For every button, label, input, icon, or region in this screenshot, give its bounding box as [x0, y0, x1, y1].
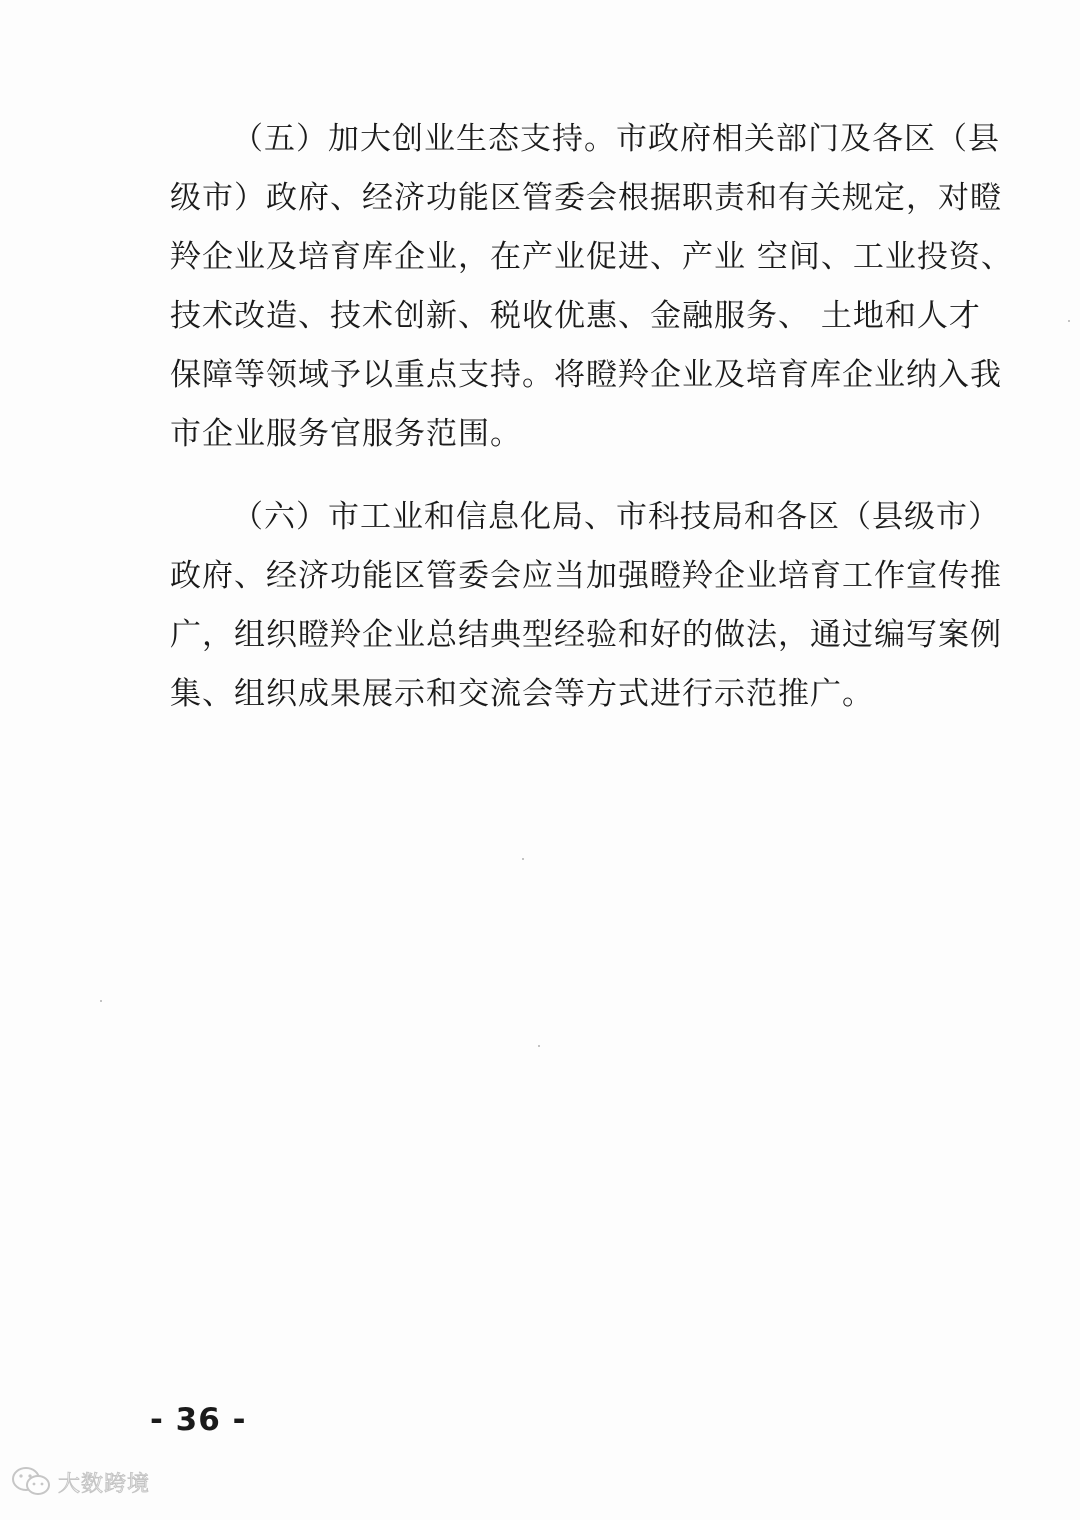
paragraph-five — [170, 110, 1013, 464]
paragraph-line: 集、组织成果展示和交流会等方式进行示范推广。 — [170, 676, 874, 712]
scan-speck — [100, 1000, 102, 1002]
paragraph-line: （五）加大创业生态支持。市政府相关部门及各区（县 — [232, 121, 1000, 157]
paragraph-line: 羚企业及培育库企业，在产业促进、产业 空间、工业投资、 — [170, 239, 1013, 275]
paragraph-line: 级市）政府、经济功能区管委会根据职责和有关规定，对瞪 — [170, 180, 1002, 216]
page-number: - 36 - — [150, 1402, 247, 1438]
scan-speck — [538, 1045, 540, 1047]
paragraph-six — [170, 488, 1002, 724]
paragraph-line: 市企业服务官服务范围。 — [170, 416, 522, 452]
paragraph-line: 技术改造、技术创新、税收优惠、金融服务、 土地和人才 — [170, 298, 981, 334]
paragraph-line: 政府、经济功能区管委会应当加强瞪羚企业培育工作宣传推 — [170, 558, 1002, 594]
wechat-style-logo-icon — [10, 1464, 52, 1500]
paragraph-line: 保障等领域予以重点支持。将瞪羚企业及培育库企业纳入我 — [170, 357, 1002, 393]
watermark — [10, 1464, 150, 1500]
scan-speck — [522, 858, 524, 860]
scan-speck — [1068, 320, 1070, 322]
paragraph-line: （六）市工业和信息化局、市科技局和各区（县级市） — [232, 499, 1000, 535]
watermark-text: 大数跨境 — [58, 1471, 151, 1497]
paragraph-line: 广，组织瞪羚企业总结典型经验和好的做法，通过编写案例 — [170, 617, 1002, 653]
